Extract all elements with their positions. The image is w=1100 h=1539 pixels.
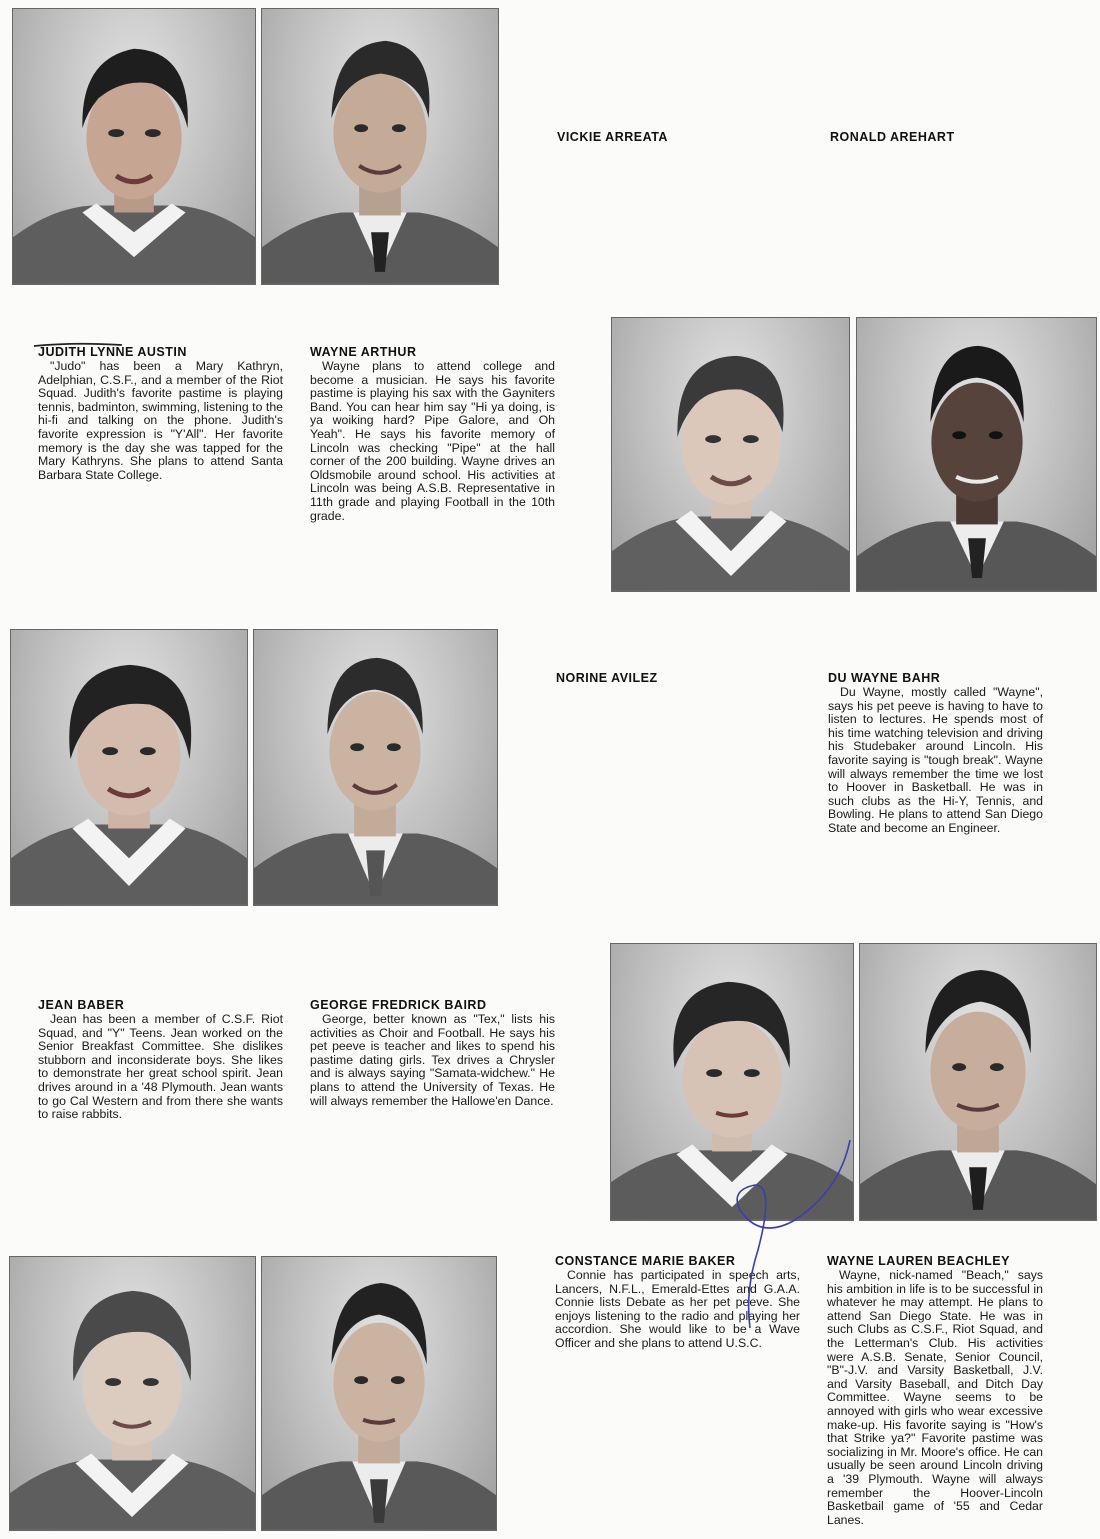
portrait-photo-jean	[10, 629, 248, 906]
portrait-figure-female	[13, 9, 255, 284]
student-bio-wayne-beachley: Wayne, nick-named "Beach," says his ambition in life is to be successful in whatever he may attempt. He plans to attend San Diego State. He was in such Clubs as C.S.F., Riot Squad, and the Letterman's Club. His activities were A.S.B. Senate, Senior Council, "B"-J.V. and Varsity Basketball, J.V. and Varsity Baseball, and Ditch Day Committee. Wayne seems to be annoyed with girls who wear excessive make-up. His favorite saying is "How's that Strike ya?" Favorite pastime was socializing in Mr. Moore's office. He can usually be seen around Lincoln driving a '39 Plymouth. Wayne will always remember the Hoover-Lincoln Basketbail game of '55 and Cedar Lanes.	[827, 1268, 1043, 1527]
portrait-photo-wayne-beachley	[859, 943, 1097, 1221]
student-entry-constance	[555, 1254, 800, 1351]
portrait-photo-george	[253, 629, 498, 906]
student-bio-constance: Connie has participated in speech arts, Lancers, N.F.L., Emerald-Ettes and G.A.A. Connie lists Debate as her pet peeve. She enjoys listening to the radio and playing her accordion. She would like to be a Wave Officer and she plans to attend U.S.C.	[555, 1268, 800, 1350]
student-entry-judith	[38, 345, 283, 482]
portrait-figure-male	[857, 318, 1096, 591]
student-name-george: GEORGE FREDRICK BAIRD	[310, 998, 487, 1012]
student-entry-wayne-beachley	[827, 1254, 1043, 1527]
portrait-photo-norine	[611, 317, 850, 592]
student-name-wayne-beachley: WAYNE LAUREN BEACHLEY	[827, 1254, 1010, 1268]
portrait-figure-male	[860, 944, 1096, 1220]
student-name-constance: CONSTANCE MARIE BAKER	[555, 1254, 736, 1268]
portrait-photo-judith	[12, 8, 256, 285]
student-bio-duwayne: Du Wayne, mostly called "Wayne", says his pet peeve is having to have to listen to lectures. He spends most of his time watching television and driving his Studebaker around Lincoln. His favorite saying is "tough break". Wayne will always remember the time we lost to Hoover in Basketball. He was in such clubs as the Hi-Y, Tennis, and Bowling. He plans to attend San Diego State and become an Engineer.	[828, 685, 1043, 835]
portrait-figure-male	[262, 1257, 496, 1530]
portrait-photo-bottom-left-female	[9, 1256, 256, 1531]
portrait-figure-female	[611, 944, 853, 1220]
student-name-norine: NORINE AVILEZ	[556, 671, 658, 685]
portrait-figure-female	[612, 318, 849, 591]
portrait-figure-male	[254, 630, 497, 905]
student-name-ronald: RONALD AREHART	[830, 130, 955, 144]
student-entry-wayne-arthur	[310, 345, 555, 523]
student-bio-judith: "Judo" has been a Mary Kathryn, Adelphian, C.S.F., and a member of the Riot Squad. Judith's favorite pastime is playing tennis, badminton, swimming, listening to the hi-fi and talking on the phone. Judith's favorite expression is "Y'All". Her favorite memory is the day she was tapped for the Mary Kathryns. She plans to attend Santa Barbara State College.	[38, 359, 283, 482]
portrait-photo-constance	[610, 943, 854, 1221]
student-bio-george: George, better known as "Tex," lists his activities as Choir and Football. He says his pet peeve is teacher and likes to spend his pastime dating girls. Tex drives a Chrysler and is always saying "Samata-widchew." He plans to attend the University of Texas. He will always remember the Hallowe'en Dance.	[310, 1012, 555, 1108]
student-name-duwayne: DU WAYNE BAHR	[828, 671, 941, 685]
portrait-figure-female	[10, 1257, 255, 1530]
student-name-judith: JUDITH LYNNE AUSTIN	[38, 345, 187, 359]
portrait-photo-duwayne	[856, 317, 1097, 592]
student-bio-jean: Jean has been a member of C.S.F. Riot Squad, and "Y" Teens. Jean worked on the Senior Breakfast Committee. She dislikes stubborn and inconsiderate boys. She likes to demonstrate her great school spirit. Jean drives around in a '48 Plymouth. Jean wants to go Cal Western and from there she wants to raise rabbits.	[38, 1012, 283, 1122]
student-name-wayne-arthur: WAYNE ARTHUR	[310, 345, 417, 359]
portrait-figure-female	[11, 630, 247, 905]
portrait-photo-ronald	[261, 8, 499, 285]
portrait-figure-male	[262, 9, 498, 284]
student-entry-george	[310, 998, 555, 1108]
student-name-jean: JEAN BABER	[38, 998, 125, 1012]
student-name-vickie: VICKIE ARREATA	[557, 130, 668, 144]
portrait-photo-bottom-right-male	[261, 1256, 497, 1531]
student-entry-jean	[38, 998, 283, 1122]
student-entry-duwayne	[828, 671, 1043, 836]
student-bio-wayne-arthur: Wayne plans to attend college and become a musician. He says his favorite pastime is playing his sax with the Gayniters Band. You can hear him say "Hi ya doing, is ya woiking hard? Pipe Galore, and Oh Yeah". He says his favorite memory of Lincoln was checking "Pipe" at the hall corner of the 200 building. Wayne drives an Oldsmobile around school. His activities at Lincoln was being A.S.B. Representative in 11th grade and playing Football in the 10th grade.	[310, 359, 555, 523]
